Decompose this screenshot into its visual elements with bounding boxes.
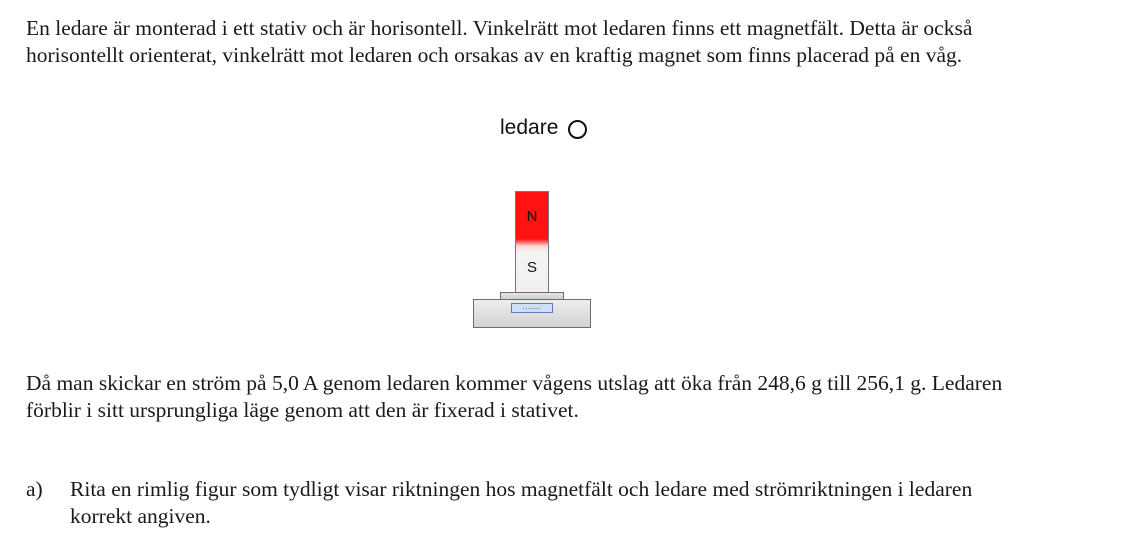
scale-display: ....... bbox=[511, 303, 553, 313]
magnet-scale-figure bbox=[460, 110, 610, 340]
bar-magnet bbox=[515, 191, 549, 293]
conductor-circle-icon bbox=[568, 120, 587, 139]
south-pole-label: S bbox=[526, 259, 537, 276]
scale-icon bbox=[473, 299, 591, 328]
intro-paragraph: En ledare är monterad i ett stativ och är horisontell. Vinkelrätt mot ledaren finns ett magnetfält. Detta är också horisontellt orienterat, vinkelrätt mot ledaren och orsakas av en kraftig magnet som finns placerad på en våg. bbox=[26, 16, 973, 67]
result-paragraph: Då man skickar en ström på 5,0 A genom ledaren kommer vågens utslag att öka från 248,6 g till 256,1 g. Ledaren förblir i sitt ursprungliga läge genom att den är fixerad i stativet. bbox=[26, 371, 1003, 422]
question-label: a) bbox=[26, 477, 43, 501]
conductor-label: ledare bbox=[500, 116, 559, 139]
question-text: Rita en rimlig figur som tydligt visar riktningen hos magnetfält och ledare med strömriktningen i ledaren korrekt angiven. bbox=[70, 477, 973, 528]
north-pole-label: N bbox=[526, 208, 538, 225]
